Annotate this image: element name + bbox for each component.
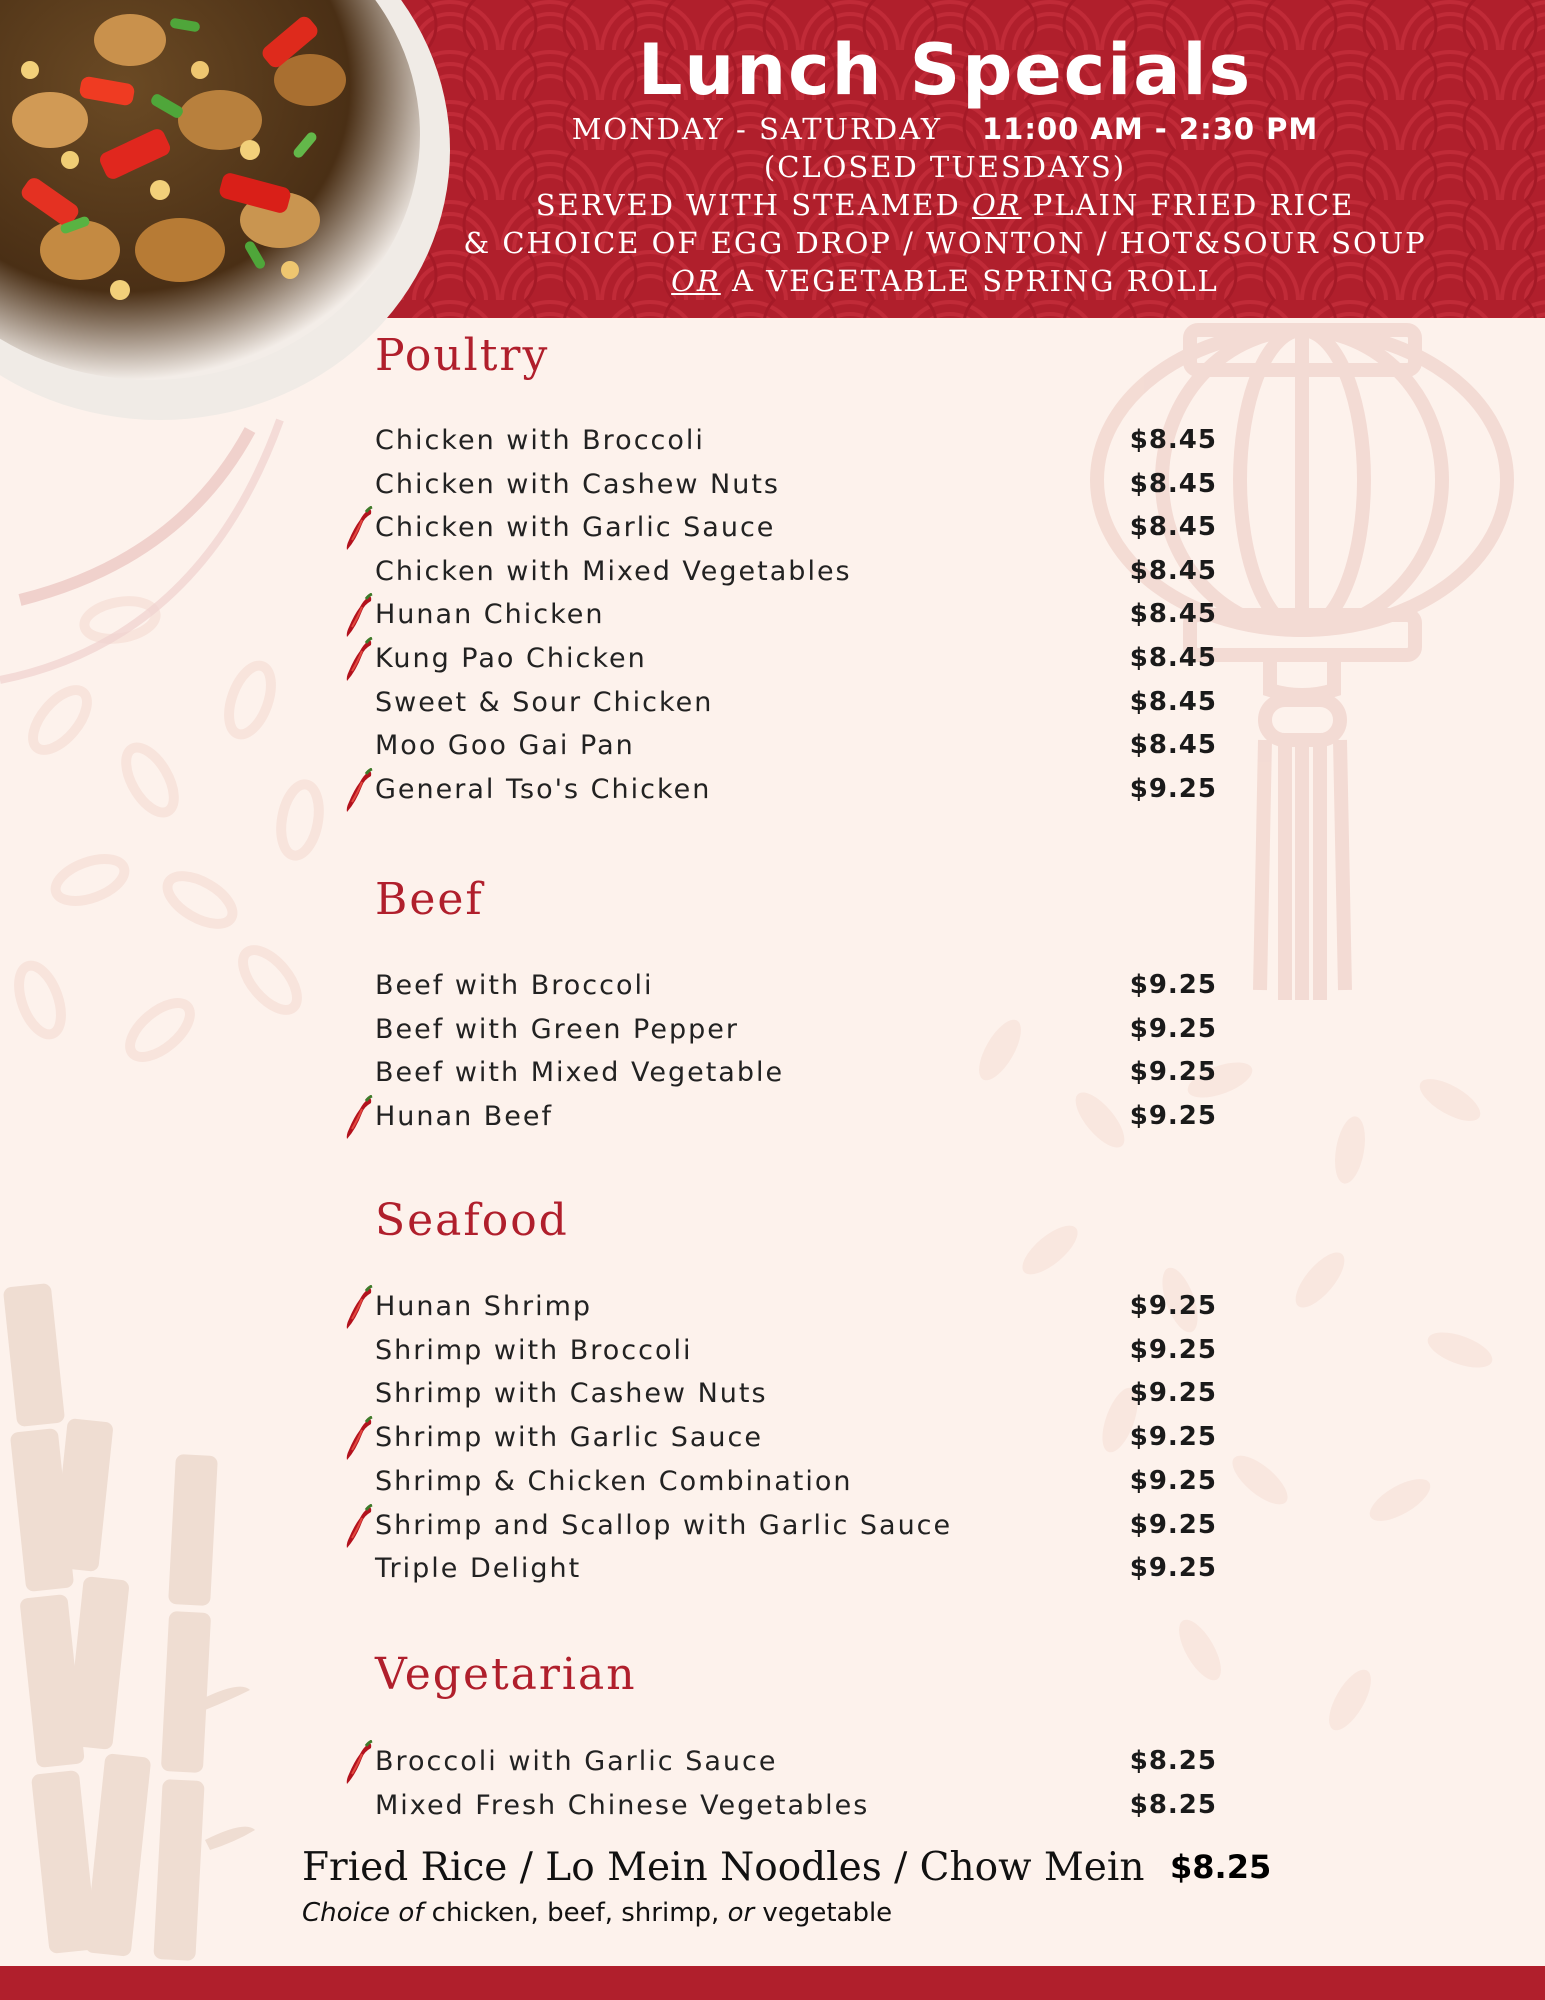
menu-item-price: $8.45 bbox=[1129, 425, 1217, 455]
menu-item-name: General Tso's Chicken bbox=[375, 773, 712, 805]
menu-item-price: $9.25 bbox=[1129, 1013, 1217, 1044]
days-text: MONDAY - SATURDAY bbox=[571, 112, 942, 146]
hours-text: 11:00 AM - 2:30 PM bbox=[981, 112, 1319, 146]
menu-item-name: Hunan Shrimp bbox=[375, 1291, 593, 1322]
menu-item-name: Kung Pao Chicken bbox=[375, 643, 647, 674]
menu-item bbox=[375, 774, 1217, 810]
menu-item bbox=[375, 1746, 1217, 1782]
menu-item-price: $9.25 bbox=[1129, 1509, 1217, 1540]
menu-item bbox=[375, 1335, 1217, 1371]
chili-pepper-icon bbox=[344, 506, 374, 552]
menu-item bbox=[375, 1291, 1217, 1327]
menu-item-price: $8.45 bbox=[1129, 599, 1217, 630]
menu-item-name: Chicken with Broccoli bbox=[375, 425, 705, 456]
chili-pepper-icon bbox=[344, 1285, 374, 1331]
menu-item-name: Hunan Beef bbox=[375, 1101, 554, 1133]
menu-item bbox=[375, 1466, 1217, 1502]
menu-item-price: $8.45 bbox=[1129, 555, 1217, 586]
menu-item bbox=[375, 970, 1217, 1006]
menu-item-price: $8.45 bbox=[1129, 730, 1217, 761]
section-title-beef: Beef bbox=[375, 874, 484, 925]
menu-item bbox=[375, 1510, 1217, 1546]
noodle-rice-title: Fried Rice / Lo Mein Noodles / Chow Mein bbox=[302, 1845, 1145, 1890]
menu-item bbox=[375, 643, 1217, 679]
closed-note: (CLOSED TUESDAYS) bbox=[763, 150, 1127, 184]
menu-item-price: $8.45 bbox=[1129, 686, 1217, 717]
menu-item-name: Broccoli with Garlic Sauce bbox=[375, 1746, 778, 1777]
menu-item-name: Shrimp with Cashew Nuts bbox=[375, 1378, 768, 1410]
noodle-rice-note: Choice of chicken, beef, shrimp, or vegetable bbox=[302, 1898, 893, 1928]
menu-item-name: Chicken with Garlic Sauce bbox=[375, 512, 776, 544]
menu-item-price: $9.25 bbox=[1129, 1334, 1217, 1365]
chili-pepper-icon bbox=[344, 768, 374, 814]
spring-roll-line: OR A VEGETABLE SPRING ROLL bbox=[671, 264, 1219, 298]
menu-item bbox=[375, 1378, 1217, 1414]
menu-item-price: $9.25 bbox=[1129, 1553, 1217, 1584]
menu-item-price: $8.45 bbox=[1129, 468, 1217, 499]
menu-item-name: Chicken with Mixed Vegetables bbox=[375, 555, 852, 587]
menu-item bbox=[375, 556, 1217, 592]
page-title: Lunch Specials bbox=[637, 29, 1253, 111]
menu-item-price: $8.45 bbox=[1129, 643, 1217, 673]
chili-pepper-icon bbox=[344, 1416, 374, 1462]
chili-pepper-icon bbox=[344, 593, 374, 639]
chili-pepper-icon bbox=[344, 1504, 374, 1550]
menu-item-price: $9.25 bbox=[1129, 1057, 1217, 1088]
menu-item-price: $8.25 bbox=[1129, 1746, 1217, 1776]
menu-item-name: Hunan Chicken bbox=[375, 599, 605, 631]
noodle-rice-price: $8.25 bbox=[1170, 1848, 1272, 1886]
menu-item bbox=[375, 1014, 1217, 1050]
menu-item-name: Beef with Mixed Vegetable bbox=[375, 1057, 785, 1089]
menu-item-name: Chicken with Cashew Nuts bbox=[375, 468, 780, 500]
menu-item-price: $9.25 bbox=[1129, 773, 1217, 804]
chili-pepper-icon bbox=[344, 1740, 374, 1786]
hours-line bbox=[420, 110, 1470, 148]
menu-item-name: Shrimp with Garlic Sauce bbox=[375, 1422, 763, 1454]
section-title-seafood: Seafood bbox=[375, 1195, 569, 1246]
menu-item bbox=[375, 425, 1217, 461]
menu-item bbox=[375, 469, 1217, 505]
menu-item bbox=[375, 730, 1217, 766]
served-with-line: SERVED WITH STEAMED OR PLAIN FRIED RICE bbox=[535, 188, 1355, 222]
menu-item-name: Mixed Fresh Chinese Vegetables bbox=[375, 1790, 870, 1821]
soup-choice-line: & CHOICE OF EGG DROP / WONTON / HOT&SOUR SOUP bbox=[463, 226, 1427, 260]
bamboo-decoration bbox=[3, 1283, 255, 1961]
menu-item bbox=[375, 1790, 1217, 1826]
chili-pepper-icon bbox=[344, 637, 374, 683]
menu-item-price: $8.45 bbox=[1129, 512, 1217, 543]
chili-pepper-icon bbox=[344, 1095, 374, 1141]
menu-item-price: $9.25 bbox=[1129, 1378, 1217, 1409]
menu-item bbox=[375, 599, 1217, 635]
section-title-vegetarian: Vegetarian bbox=[375, 1649, 637, 1700]
menu-item bbox=[375, 512, 1217, 548]
menu-item-price: $9.25 bbox=[1129, 1291, 1217, 1321]
bottom-bar bbox=[0, 1966, 1545, 2000]
menu-item-price: $9.25 bbox=[1129, 1101, 1217, 1132]
menu-item bbox=[375, 1057, 1217, 1093]
menu-item bbox=[375, 687, 1217, 723]
menu-item-name: Moo Goo Gai Pan bbox=[375, 730, 635, 762]
menu-item-name: Beef with Broccoli bbox=[375, 970, 654, 1001]
menu-item-price: $8.25 bbox=[1129, 1790, 1217, 1820]
menu-item-name: Shrimp with Broccoli bbox=[375, 1334, 693, 1366]
menu-item-name: Beef with Green Pepper bbox=[375, 1013, 739, 1045]
menu-item bbox=[375, 1101, 1217, 1137]
menu-item-price: $9.25 bbox=[1129, 970, 1217, 1000]
section-title-poultry: Poultry bbox=[375, 330, 550, 381]
menu-item-name: Shrimp & Chicken Combination bbox=[375, 1465, 853, 1497]
menu-item-name: Sweet & Sour Chicken bbox=[375, 686, 714, 718]
menu-item bbox=[375, 1553, 1217, 1589]
menu-item-name: Triple Delight bbox=[375, 1553, 582, 1585]
menu-item-price: $9.25 bbox=[1129, 1422, 1217, 1453]
menu-item-name: Shrimp and Scallop with Garlic Sauce bbox=[375, 1509, 953, 1541]
menu-item bbox=[375, 1422, 1217, 1458]
menu-item-price: $9.25 bbox=[1129, 1465, 1217, 1496]
